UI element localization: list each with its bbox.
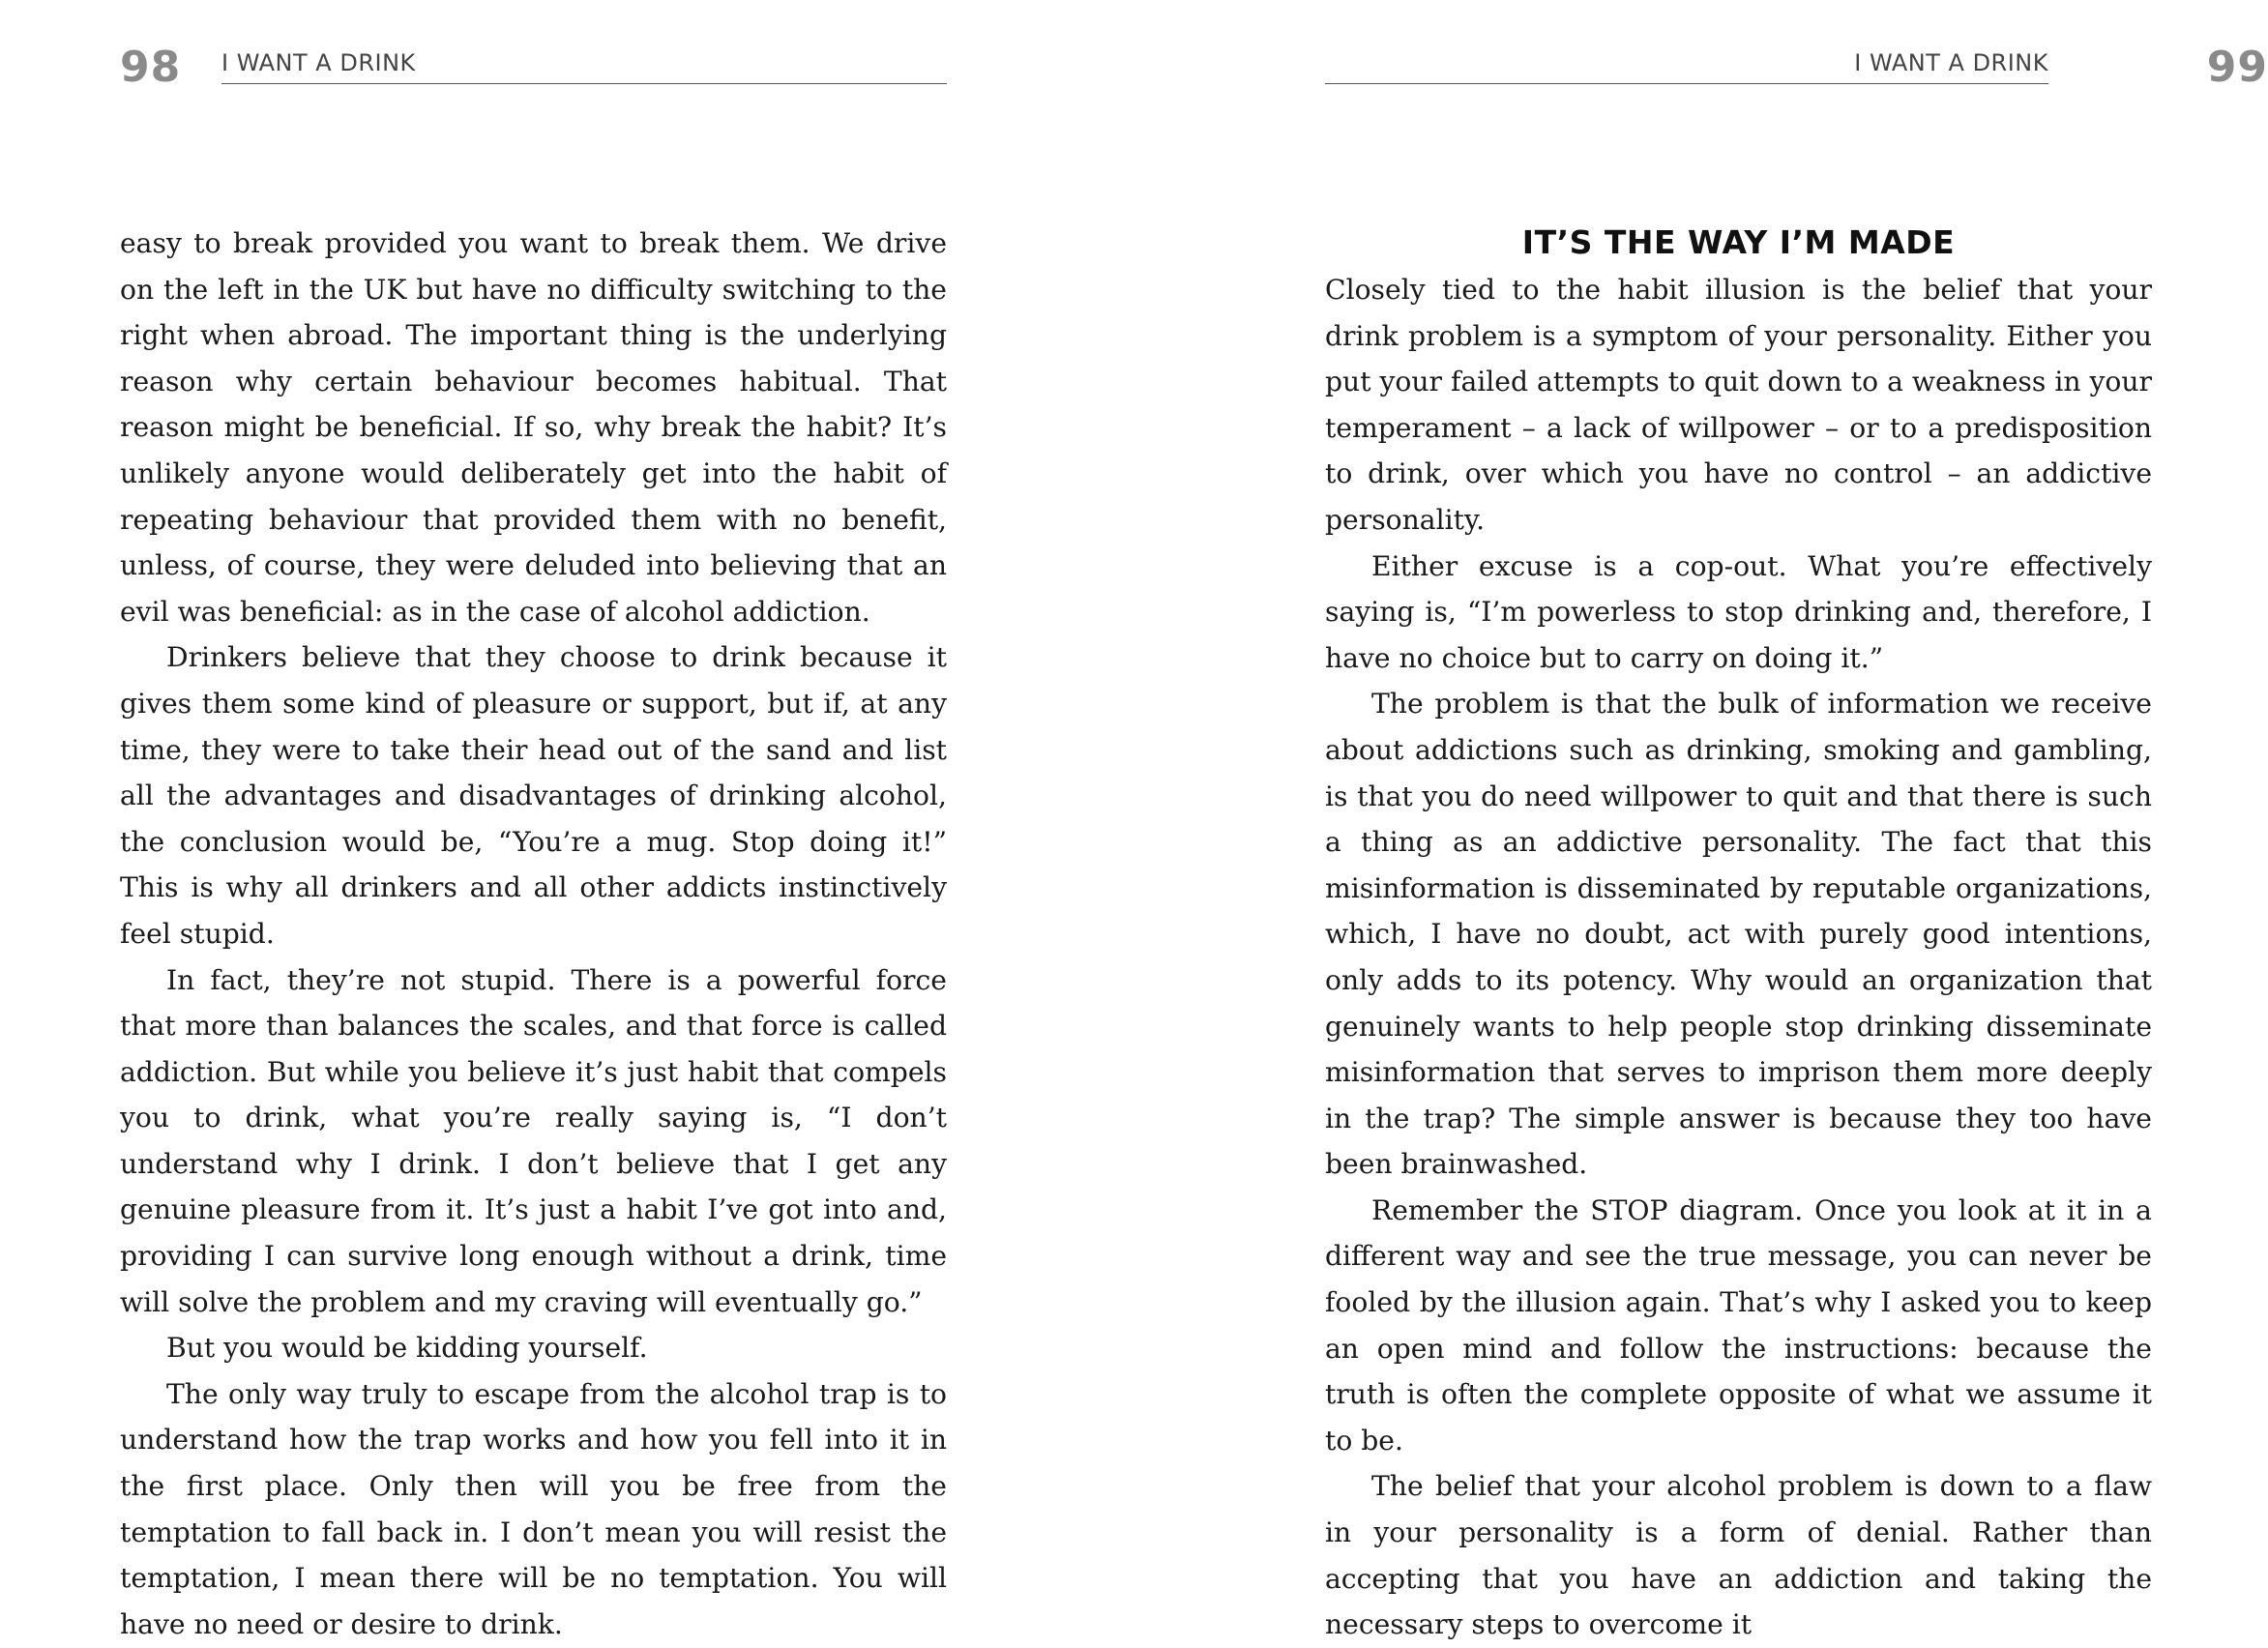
paragraph: Remember the STOP diagram. Once you look at it in a different way and see the true message, you can never be fooled by the illusion again. That’s why I asked you to keep an open mind and follow the instructions: because the truth is often the complete opposite of what we assume it to be.: [1325, 1193, 2152, 1457]
right-page: [1325, 0, 2268, 1641]
paragraph: But you would be kidding yourself.: [166, 1332, 648, 1365]
paragraph: Closely tied to the habit illusion is the belief that your drink problem is a symptom of your personality. Either you put your failed attempts to quit down to a weakness in your temperament – a lack of willpower – or to a predisposition to drink, over which you have no control – an addictive personality.: [1325, 274, 2152, 536]
page-number: 99: [2206, 43, 2268, 92]
page-number: 98: [120, 43, 182, 92]
running-head: I WANT A DRINK: [221, 39, 947, 84]
paragraph: In fact, they’re not stupid. There is a powerful force that more than balances the scales, and that force is called addiction. But while you believe it’s just habit that compels you to drink, what you’re really saying is, “I don’t understand why I drink. I don’t believe that I get any genuine pleasure from it. It’s just a habit I’ve got into and, providing I can survive long enough without a drink, time will solve the problem and my craving will eventually go.”: [120, 963, 947, 1318]
body-text: [120, 221, 947, 1647]
running-head: I WANT A DRINK: [1325, 39, 2048, 84]
body-text: [1325, 267, 2152, 1648]
paragraph: The only way truly to escape from the alcohol trap is to understand how the trap works and how you fell into it in the first place. Only then will you be free from the temptation to fall back in. I don’t mean you will resist the temptation, I mean there will be no temptation. You will have no need or desire to drink.: [120, 1377, 947, 1640]
paragraph: Drinkers believe that they choose to drink because it gives them some kind of pleasure or support, but if, at any time, they were to take their head out of the sand and list all the advantages and disadvantages of drinking alcohol, the conclusion would be, “You’re a mug. Stop doing it!” This is why all drinkers and all other addicts instinctively feel stupid.: [120, 641, 947, 950]
section-heading: IT’S THE WAY I’M MADE: [1521, 223, 1956, 261]
paragraph: Either excuse is a cop-out. What you’re effectively saying is, “I’m powerless to stop drinking and, therefore, I have no choice but to carry on doing it.”: [1325, 549, 2152, 674]
paragraph: The problem is that the bulk of information we receive about addictions such as drinking, smoking and gambling, is that you do need willpower to quit and that there is such a thing as an addictive personality. The fact that this misinformation is disseminated by reputable organizations, which, I have no doubt, act with purely good intentions, only adds to its potency. Why would an organization that genuinely wants to help people stop drinking disseminate misinformation that serves to imprison them more deeply in the trap? The simple answer is because they too have been brainwashed.: [1325, 688, 2152, 1181]
paragraph: easy to break provided you want to break them. We drive on the left in the UK but have no difficulty switching to the right when abroad. The important thing is the underlying reason why certain behaviour becomes habitual. That reason might be beneficial. If so, why break the habit? It’s unlikely anyone would deliberately get into the habit of repeating behaviour that provided them with no benefit, unless, of course, they were deluded into believing that an evil was beneficial: as in the case of alcohol addiction.: [120, 227, 947, 628]
paragraph: The belief that your alcohol problem is down to a flaw in your personality is a form of denial. Rather than accepting that you have an addiction and taking the necessary steps to overcome it: [1325, 1470, 2152, 1641]
left-page: [120, 0, 947, 1640]
